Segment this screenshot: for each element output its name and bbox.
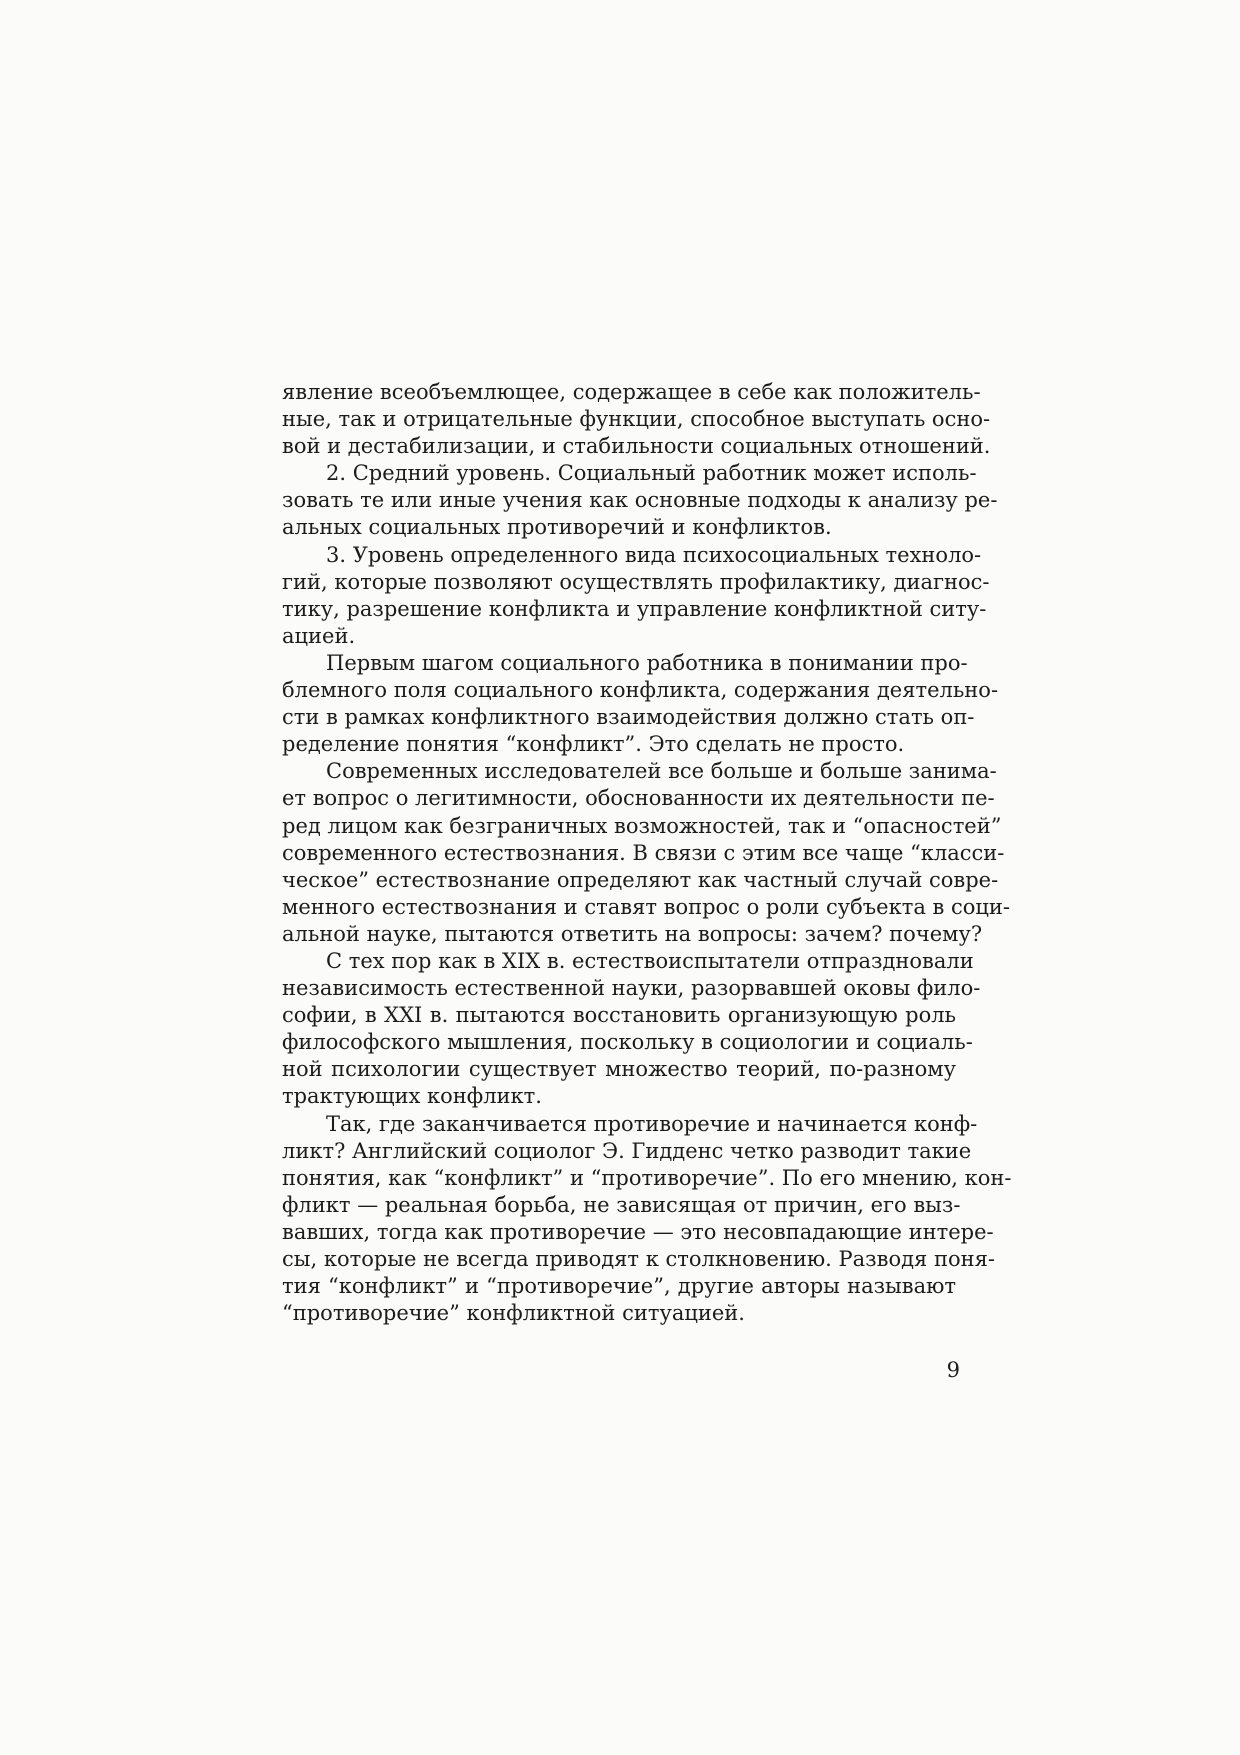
paragraph [282,1111,1012,1328]
text-line: сти в рамках конфликтного взаимодействия должно стать оп- [282,705,975,730]
text-line: менного естествознания и ставят вопрос о роли субъекта в соци- [282,894,1011,919]
text-line: С тех пор как в XIX в. естествоиспытатели отпраздновали [326,948,974,973]
text-line: “противоречие” конфликтной ситуацией. [282,1301,745,1326]
text-line: ной психологии существует множество теорий, по-разному [282,1057,956,1082]
text-line: софии, в XXI в. пытаются восстановить организующую роль [282,1003,956,1028]
text-line: вавших, тогда как противоречие — это несовпадающие интере- [282,1219,994,1244]
paragraph [282,460,998,541]
text-line: ределение понятия “конфликт”. Это сделать не просто. [282,732,905,757]
text-line: понятия, как “конфликт” и “противоречие”. По его мнению, кон- [282,1165,1012,1190]
text-line: тия “конфликт” и “противоречие”, другие авторы называют [282,1274,956,1299]
text-line: Современных исследователей все больше и больше занима- [326,759,997,784]
paragraph [282,379,991,460]
text-line: Так, где заканчивается противоречие и начинается конф- [326,1111,978,1136]
text-line: ные, так и отрицательные функции, способное выступать осно- [282,407,991,432]
paragraph [282,758,1011,948]
text-line: сы, которые не всегда приводят к столкновению. Разводя поня- [282,1247,995,1271]
text-line: тику, разрешение конфликта и управление конфликтной ситу- [282,596,987,621]
body-text [282,379,1012,1327]
text-line: зовать те или иные учения как основные подходы к анализу ре- [282,488,998,513]
text-line: фликт — реальная борьба, не зависящая от причин, его выз- [282,1192,961,1217]
paragraph [282,948,981,1111]
paragraph [282,542,990,650]
text-line: философского мышления, поскольку в социологии и социаль- [282,1030,973,1055]
text-line: альной науке, пытаются ответить на вопросы: зачем? почему? [282,921,983,946]
text-line: ред лицом как безграничных возможностей, так и “опасностей” [282,813,1002,838]
text-line: ацией. [282,623,356,648]
text-line: гий, которые позволяют осуществлять профилактику, диагнос- [282,569,990,594]
text-line: явление всеобъемлющее, содержащее в себе как положитель- [282,380,981,404]
text-line: ликт? Английский социолог Э. Гидденс четко разводит такие [282,1138,972,1163]
text-line: 3. Уровень определенного вида психосоциальных техноло- [326,542,982,567]
text-line: независимость естественной науки, разорвавшей оковы фило- [282,976,981,1001]
text-line: трактующих конфликт. [282,1084,542,1109]
paragraph [282,650,999,758]
text-line: современного естествознания. В связи с этим все чаще “класси- [282,840,1005,865]
page-number: 9 [946,1358,960,1382]
text-line: блемного поля социального конфликта, содержания деятельно- [282,678,999,703]
text-line: Первым шагом социального работника в понимании про- [326,650,968,675]
text-line: 2. Средний уровень. Социальный работник может исполь- [326,461,977,486]
text-line: ет вопрос о легитимности, обоснованности их деятельности пе- [282,786,995,811]
text-line: вой и дестабилизации, и стабильности социальных отношений. [282,434,991,459]
text-line: ческое” естествознание определяют как частный случай совре- [282,867,999,892]
text-line: альных социальных противоречий и конфликтов. [282,515,832,540]
